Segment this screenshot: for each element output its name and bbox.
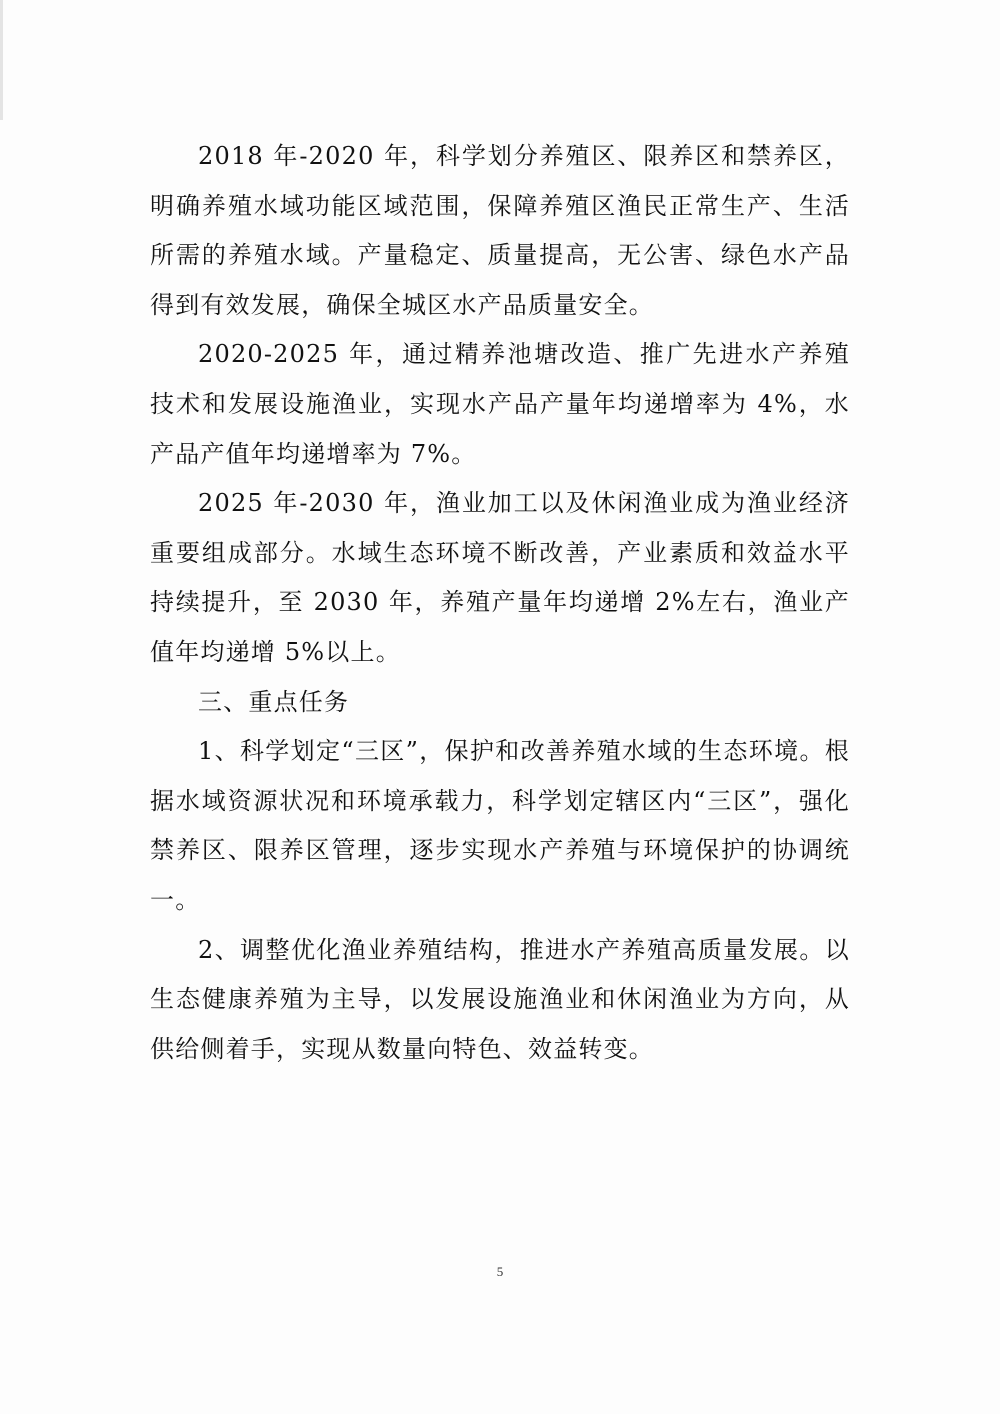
task-item-1: 1、科学划定“三区”，保护和改善养殖水域的生态环境。根据水域资源状况和环境承载力，科学划定辖区内“三区”，强化禁养区、限养区管理，逐步实现水产养殖与环境保护的协调统一。 (150, 737, 850, 914)
task-item-2: 2、调整优化渔业养殖结构，推进水产养殖高质量发展。以生态健康养殖为主导，以发展设施渔业和休闲渔业为方向，从供给侧着手，实现从数量向特色、效益转变。 (150, 935, 850, 1063)
document-body (150, 132, 850, 1074)
section-heading: 三、重点任务 (198, 687, 350, 716)
paragraph-2018-2020: 2018 年-2020 年，科学划分养殖区、限养区和禁养区，明确养殖水域功能区域范围，保障养殖区渔民正常生产、生活所需的养殖水域。产量稳定、质量提高，无公害、绿色水产品得到有效发展，确保全城区水产品质量安全。 (150, 142, 850, 319)
page-number: 5 (496, 1264, 504, 1279)
paragraph-2025-2030: 2025 年-2030 年，渔业加工以及休闲渔业成为渔业经济重要组成部分。水域生态环境不断改善，产业素质和效益水平持续提升，至 2030 年，养殖产量年均递增 2%左右，渔业产值年均递增 5%以上。 (150, 489, 850, 666)
paragraph-2020-2025: 2020-2025 年，通过精养池塘改造、推广先进水产养殖技术和发展设施渔业，实现水产品产量年均递增率为 4%，水产品产值年均递增率为 7%。 (150, 340, 850, 468)
scan-edge-shadow (0, 0, 3, 120)
